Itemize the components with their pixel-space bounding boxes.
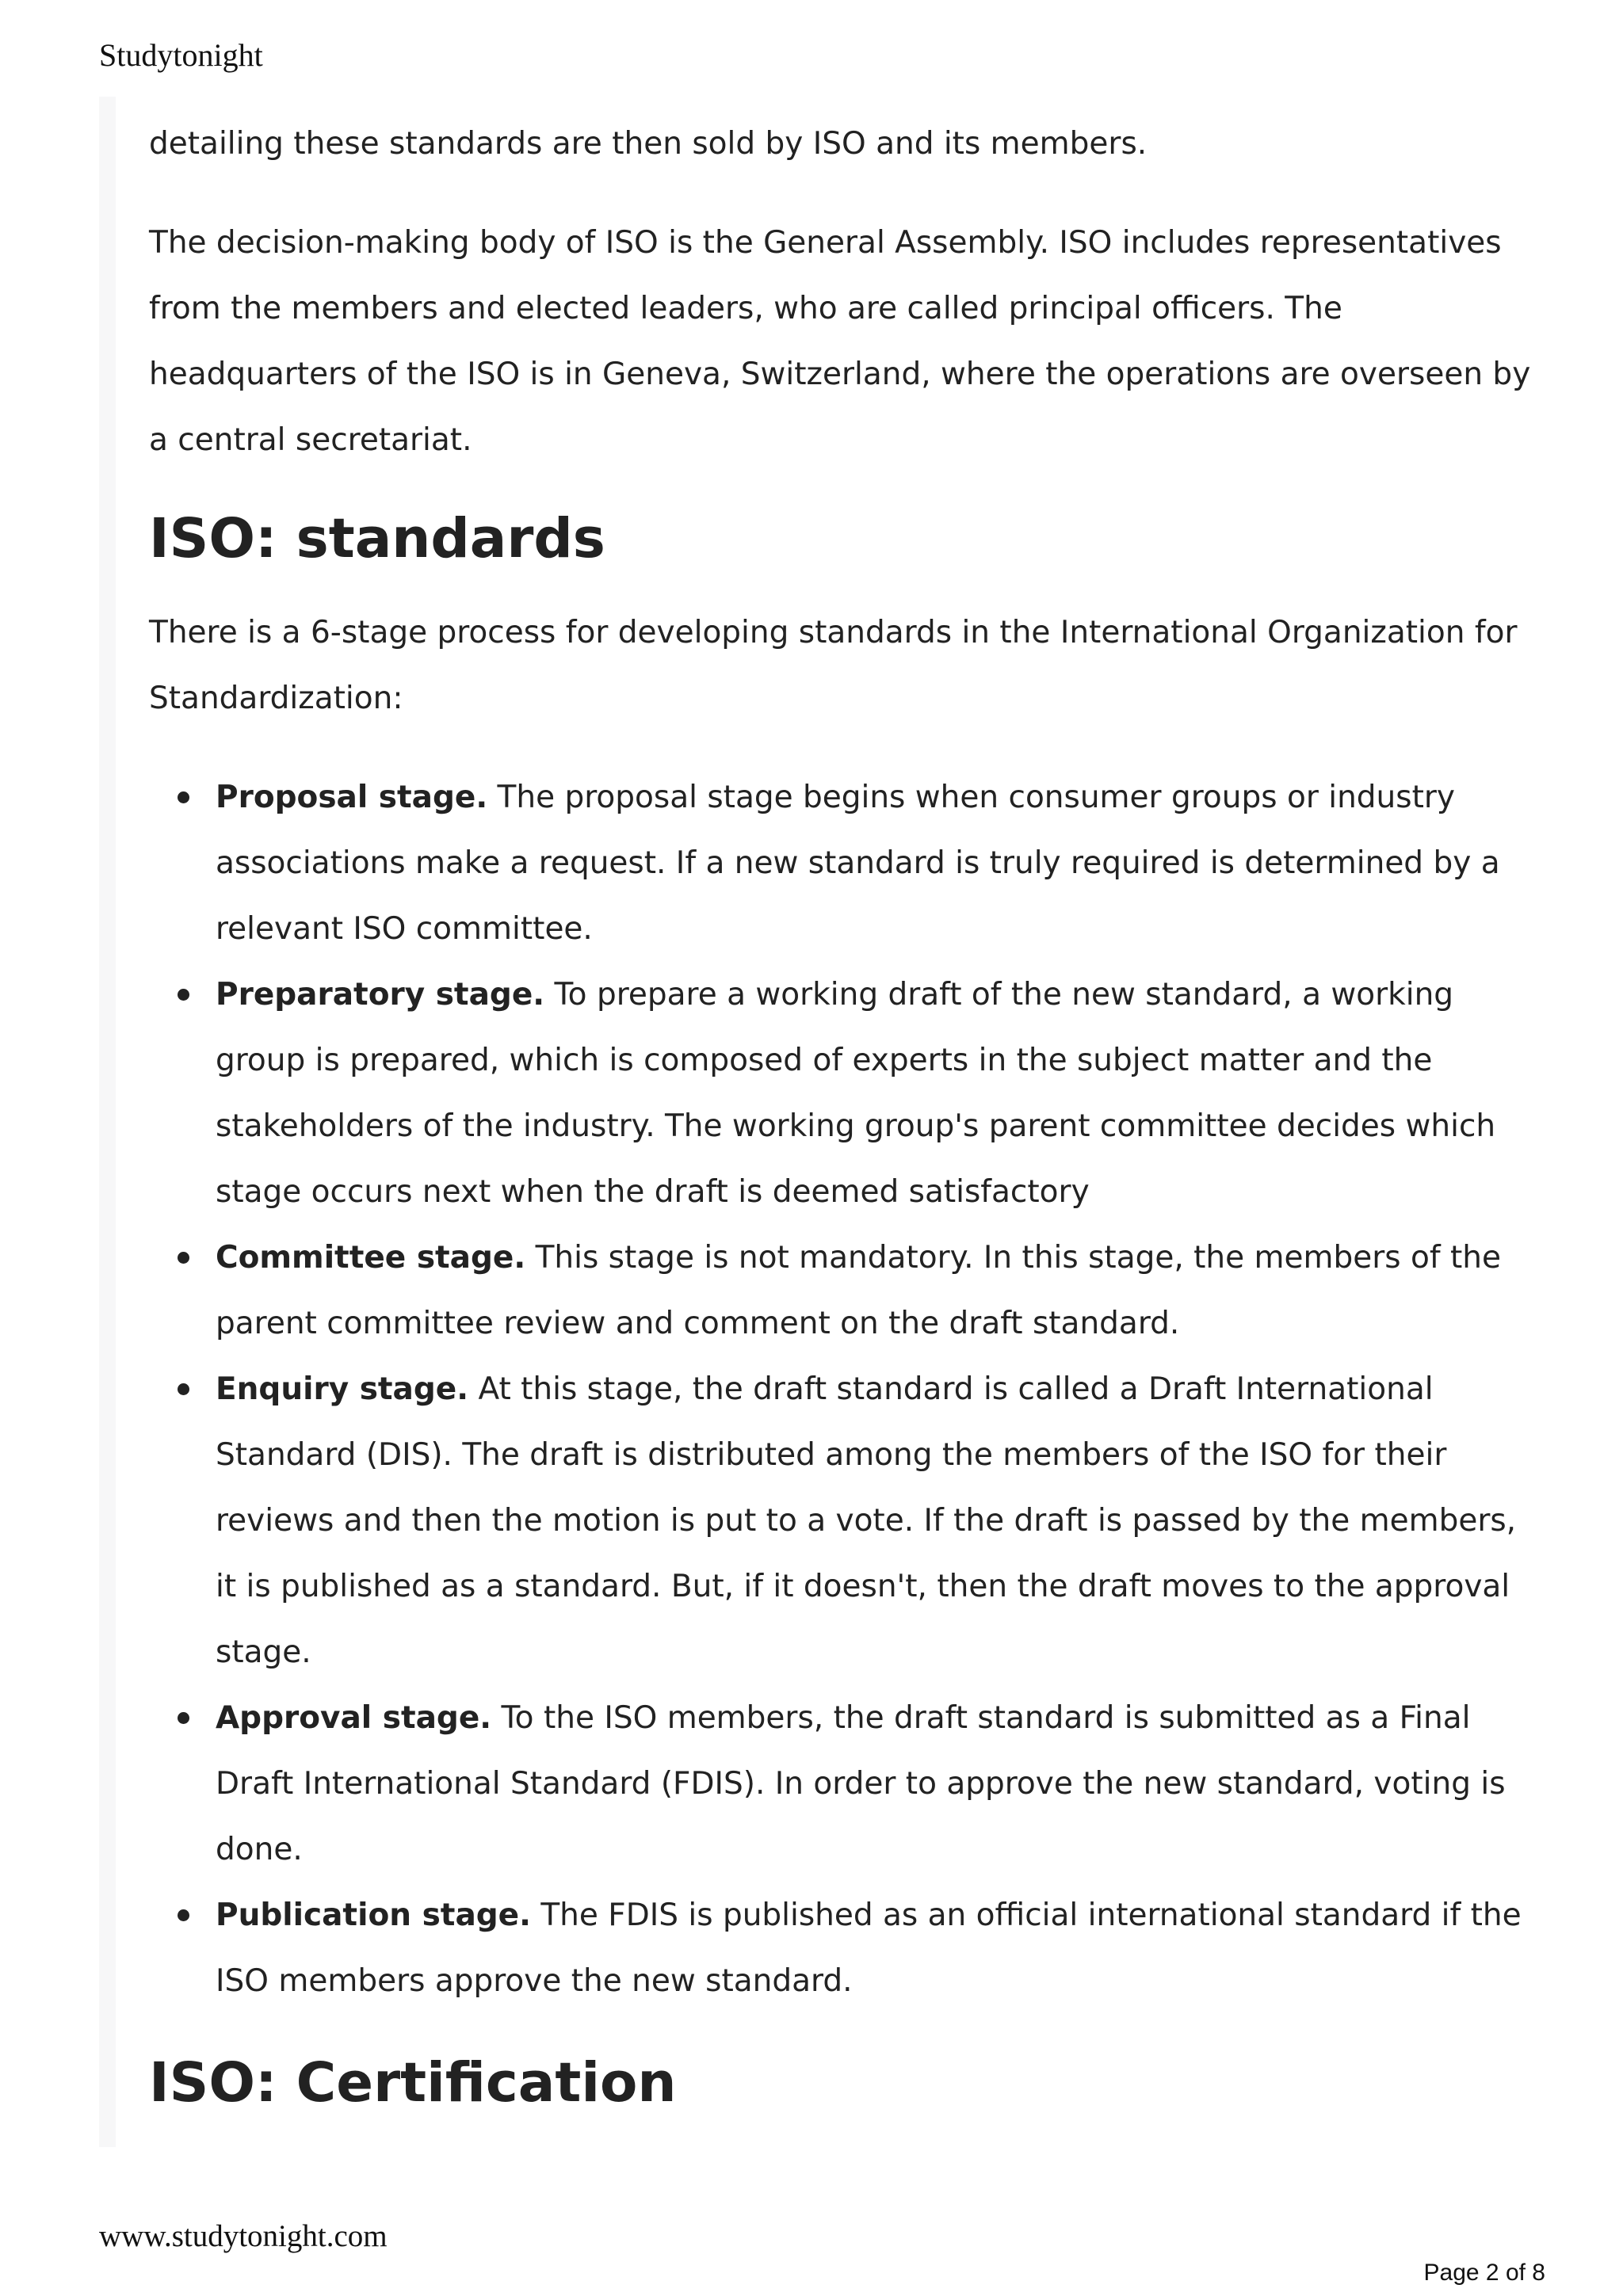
certification-heading: ISO: Certification — [149, 2051, 677, 2115]
stage-term: Approval stage. — [216, 1700, 492, 1736]
intro-tail-paragraph: detailing these standards are then sold by ISO and its members. — [149, 126, 1148, 162]
bullet-icon — [178, 1383, 189, 1395]
bullet-icon — [178, 1909, 189, 1921]
list-item-committee-stage — [149, 1225, 1544, 1356]
bullet-icon — [178, 791, 189, 803]
stage-term: Proposal stage. — [216, 780, 488, 815]
stage-term: Publication stage. — [216, 1897, 531, 1933]
bullet-icon — [178, 1712, 189, 1724]
stage-description: To prepare a working draft of the new standard, a working group is prepared, which is composed of experts in the subject matter and the stakeholders of the industry. The working group's parent committee decides which stage occurs next when the draft is deemed satisfactory — [216, 977, 1496, 1210]
footer-url: www.studytonight.com — [99, 2219, 388, 2253]
site-name-header: Studytonight — [99, 37, 263, 73]
list-item-publication-stage — [149, 1882, 1544, 2014]
standards-heading: ISO: standards — [149, 507, 605, 570]
page-indicator: Page 2 of 8 — [1423, 2260, 1545, 2286]
list-item-preparatory-stage — [149, 962, 1544, 1225]
stage-description: The proposal stage begins when consumer groups or industry associations make a request. If a new standard is truly required is determined by a relevant ISO committee. — [216, 780, 1500, 947]
bullet-icon — [178, 1252, 189, 1264]
article-card — [99, 97, 1577, 2147]
bullet-icon — [178, 989, 189, 1001]
stage-description: To the ISO members, the draft standard is submitted as a Final Draft International Standard (FDIS). In order to approve the new standard, voting is done. — [216, 1700, 1506, 1867]
list-item-approval-stage — [149, 1685, 1544, 1882]
governance-paragraph: The decision-making body of ISO is the General Assembly. ISO includes representatives from the members and elected leaders, who are called principal officers. The headquarters of the ISO is in Geneva, Switzerland, where the operations are overseen by a central secretariat. — [149, 225, 1531, 458]
stage-term: Committee stage. — [216, 1240, 526, 1276]
stage-term: Preparatory stage. — [216, 977, 545, 1013]
stage-description: At this stage, the draft standard is called a Draft International Standard (DIS). The draft is distributed among the members of the ISO for their reviews and then the motion is put to a vote. If the draft is passed by the members, it is published as a standard. But, if it doesn't, then the draft moves to the approval stage. — [216, 1371, 1517, 1670]
stage-term: Enquiry stage. — [216, 1371, 469, 1407]
stages-list — [149, 765, 1544, 2014]
standards-intro-paragraph: There is a 6-stage process for developing standards in the International Organization for Standardization: — [149, 615, 1518, 716]
list-item-proposal-stage — [149, 765, 1544, 962]
article-inner — [116, 97, 1577, 2147]
stage-description: This stage is not mandatory. In this stage, the members of the parent committee review and comment on the draft standard. — [216, 1240, 1502, 1341]
stage-description: The FDIS is published as an official international standard if the ISO members approve the new standard. — [216, 1897, 1522, 1999]
list-item-enquiry-stage — [149, 1356, 1544, 1685]
article-body — [149, 97, 1544, 2147]
